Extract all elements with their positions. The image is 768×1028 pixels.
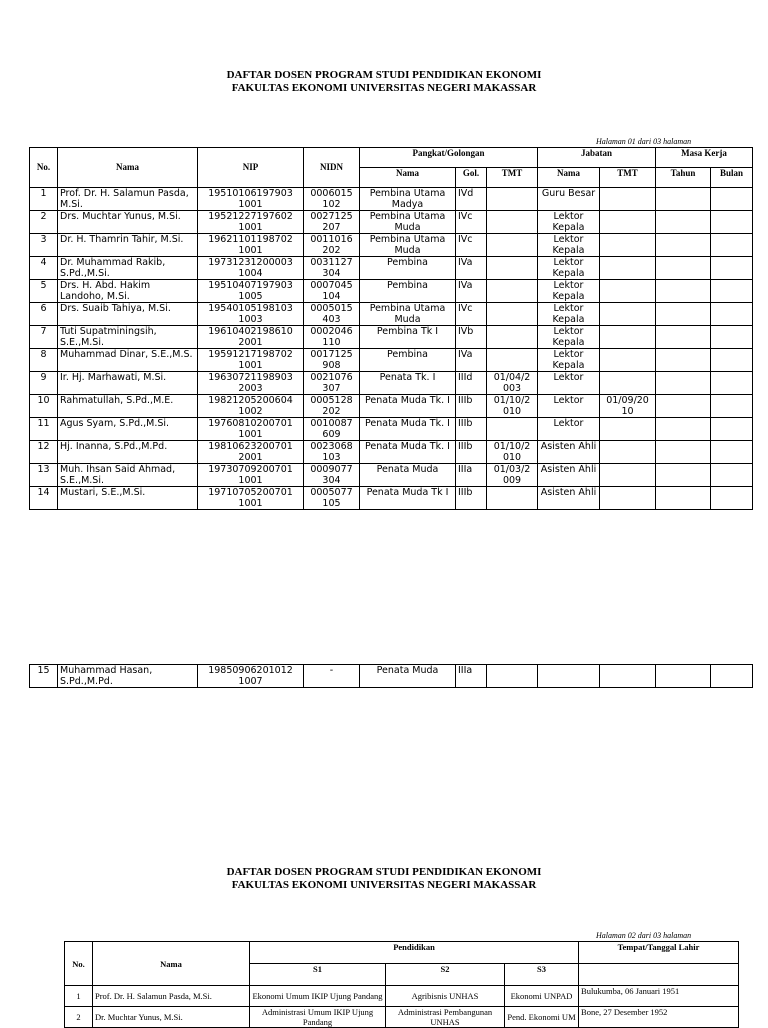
cell-tmt xyxy=(487,665,538,688)
cell-nama: Ir. Hj. Marhawati, M.Si. xyxy=(58,372,198,395)
cell-tmt xyxy=(487,280,538,303)
cell-no: 2 xyxy=(65,1007,93,1028)
cell-pangkat: Penata Muda xyxy=(360,464,456,487)
cell-tahun xyxy=(656,349,711,372)
cell-gol: IVa xyxy=(456,280,487,303)
cell-nama: Prof. Dr. H. Salamun Pasda, M.Si. xyxy=(58,188,198,211)
cell-jabatan: Lektor xyxy=(538,418,600,441)
cell-jabatan: Lektor Kepala xyxy=(538,234,600,257)
cell-s3: Pend. Ekonomi UM xyxy=(505,1007,579,1028)
cell-nidn: 0005015 403 xyxy=(304,303,360,326)
cell-tahun xyxy=(656,211,711,234)
cell-gol: IIIb xyxy=(456,418,487,441)
cell-bulan xyxy=(711,372,753,395)
cell-nip: 19621101198702 1001 xyxy=(198,234,304,257)
cell-no: 15 xyxy=(30,665,58,688)
cell-nama: Dr. H. Thamrin Tahir, M.Si. xyxy=(58,234,198,257)
page-1-halaman: Halaman 01 dari 03 halaman xyxy=(596,137,692,146)
cell-tahun xyxy=(656,487,711,510)
cell-nama: Tuti Supatminingsih, S.E.,M.Si. xyxy=(58,326,198,349)
cell-pangkat: Pembina xyxy=(360,349,456,372)
cell-no: 9 xyxy=(30,372,58,395)
header-s3: S3 xyxy=(505,964,579,986)
cell-tmt xyxy=(487,418,538,441)
table-row xyxy=(30,418,753,441)
cell-jabatan-tmt xyxy=(600,257,656,280)
cell-nip: 19540105198103 1003 xyxy=(198,303,304,326)
cell-gol: IVc xyxy=(456,211,487,234)
cell-nidn: 0027125 207 xyxy=(304,211,360,234)
cell-nidn: 0006015 102 xyxy=(304,188,360,211)
cell-jabatan: Guru Besar xyxy=(538,188,600,211)
cell-nidn: 0017125 908 xyxy=(304,349,360,372)
cell-nip: 19731231200003 1004 xyxy=(198,257,304,280)
header-pangkat-tmt: TMT xyxy=(487,168,538,188)
cell-gol: IIIb xyxy=(456,487,487,510)
dosen-table-page-1 xyxy=(29,147,753,510)
cell-no: 2 xyxy=(30,211,58,234)
cell-jabatan-tmt xyxy=(600,326,656,349)
cell-jabatan xyxy=(538,665,600,688)
cell-tahun xyxy=(656,326,711,349)
page-2-title-line-2: FAKULTAS EKONOMI UNIVERSITAS NEGERI MAKASSAR xyxy=(231,879,537,891)
table-row xyxy=(30,188,753,211)
cell-s1: Ekonomi Umum IKIP Ujung Pandang xyxy=(250,986,386,1007)
header-jabatan-nama: Nama xyxy=(538,168,600,188)
cell-nidn: 0009077 304 xyxy=(304,464,360,487)
cell-tmt xyxy=(487,349,538,372)
cell-nidn: 0005077 105 xyxy=(304,487,360,510)
header-pangkat-golongan: Pangkat/Golongan xyxy=(360,148,538,168)
page-1-title-line-2: FAKULTAS EKONOMI UNIVERSITAS NEGERI MAKASSAR xyxy=(231,82,537,94)
cell-pangkat: Pembina Utama Muda xyxy=(360,234,456,257)
cell-no: 4 xyxy=(30,257,58,280)
header-tahun: Tahun xyxy=(656,168,711,188)
cell-bulan xyxy=(711,257,753,280)
cell-tahun xyxy=(656,395,711,418)
cell-tmt: 01/03/2 009 xyxy=(487,464,538,487)
cell-jabatan: Asisten Ahli xyxy=(538,441,600,464)
cell-pangkat: Pembina xyxy=(360,257,456,280)
cell-nip: 19610402198610 2001 xyxy=(198,326,304,349)
cell-no: 3 xyxy=(30,234,58,257)
cell-nip: 19730709200701 1001 xyxy=(198,464,304,487)
cell-gol: IVb xyxy=(456,326,487,349)
cell-nip: 19710705200701 1001 xyxy=(198,487,304,510)
cell-nama: Muhammad Hasan, S.Pd.,M.Pd. xyxy=(58,665,198,688)
cell-pangkat: Penata Muda xyxy=(360,665,456,688)
cell-nidn: 0005128 202 xyxy=(304,395,360,418)
cell-no: 1 xyxy=(30,188,58,211)
cell-tahun xyxy=(656,665,711,688)
cell-nama: Muh. Ihsan Said Ahmad, S.E.,M.Si. xyxy=(58,464,198,487)
cell-nip: 19510407197903 1005 xyxy=(198,280,304,303)
table-row xyxy=(65,986,739,1007)
cell-ttl: Bone, 27 Desember 1952 xyxy=(579,1007,739,1028)
cell-nidn: 0010087 609 xyxy=(304,418,360,441)
table-row xyxy=(30,441,753,464)
cell-jabatan-tmt xyxy=(600,188,656,211)
cell-gol: IIIb xyxy=(456,441,487,464)
table-row xyxy=(30,487,753,510)
cell-nip: 19510106197903 1001 xyxy=(198,188,304,211)
cell-nip: 19591217198702 1001 xyxy=(198,349,304,372)
cell-nama: Dr. Muchtar Yunus, M.Si. xyxy=(93,1007,250,1028)
cell-pangkat: Penata Muda Tk. I xyxy=(360,418,456,441)
cell-nama: Prof. Dr. H. Salamun Pasda, M.Si. xyxy=(93,986,250,1007)
cell-tmt xyxy=(487,257,538,280)
cell-nama: Dr. Muhammad Rakib, S.Pd.,M.Si. xyxy=(58,257,198,280)
header-gol: Gol. xyxy=(456,168,487,188)
cell-nama: Drs. H. Abd. Hakim Landoho, M.Si. xyxy=(58,280,198,303)
cell-gol: IIId xyxy=(456,372,487,395)
cell-nama: Hj. Inanna, S.Pd.,M.Pd. xyxy=(58,441,198,464)
cell-tahun xyxy=(656,464,711,487)
cell-s3: Ekonomi UNPAD xyxy=(505,986,579,1007)
header-bulan: Bulan xyxy=(711,168,753,188)
cell-s1: Administrasi Umum IKIP Ujung Pandang xyxy=(250,1007,386,1028)
cell-gol: IIIa xyxy=(456,665,487,688)
cell-jabatan: Asisten Ahli xyxy=(538,487,600,510)
header-nama: Nama xyxy=(93,942,250,986)
cell-nip: 19760810200701 1001 xyxy=(198,418,304,441)
cell-pangkat: Pembina Tk I xyxy=(360,326,456,349)
cell-nama: Rahmatullah, S.Pd.,M.E. xyxy=(58,395,198,418)
cell-jabatan: Lektor Kepala xyxy=(538,211,600,234)
table-row xyxy=(30,372,753,395)
cell-jabatan-tmt xyxy=(600,372,656,395)
cell-jabatan-tmt xyxy=(600,303,656,326)
cell-nama: Agus Syam, S.Pd.,M.Si. xyxy=(58,418,198,441)
cell-pangkat: Pembina xyxy=(360,280,456,303)
cell-tmt xyxy=(487,188,538,211)
cell-jabatan: Asisten Ahli xyxy=(538,464,600,487)
table-row xyxy=(30,234,753,257)
cell-nip: 19810623200701 2001 xyxy=(198,441,304,464)
cell-no: 12 xyxy=(30,441,58,464)
cell-jabatan-tmt xyxy=(600,441,656,464)
cell-gol: IVd xyxy=(456,188,487,211)
cell-tmt: 01/10/2 010 xyxy=(487,441,538,464)
header-jabatan-tmt: TMT xyxy=(600,168,656,188)
header-pangkat-nama: Nama xyxy=(360,168,456,188)
cell-gol: IVc xyxy=(456,234,487,257)
cell-tmt: 01/10/2 010 xyxy=(487,395,538,418)
table-row xyxy=(30,303,753,326)
cell-nidn: 0007045 104 xyxy=(304,280,360,303)
header-tempat-tanggal-lahir: Tempat/Tanggal Lahir xyxy=(579,942,739,964)
header-pendidikan: Pendidikan xyxy=(250,942,579,964)
page-2-halaman: Halaman 02 dari 03 halaman xyxy=(596,931,692,940)
cell-bulan xyxy=(711,395,753,418)
cell-bulan xyxy=(711,441,753,464)
cell-bulan xyxy=(711,349,753,372)
table-row xyxy=(30,326,753,349)
cell-tmt xyxy=(487,487,538,510)
cell-bulan xyxy=(711,665,753,688)
cell-tahun xyxy=(656,234,711,257)
page-1-title-line-1: DAFTAR DOSEN PROGRAM STUDI PENDIDIKAN EKONOMI xyxy=(226,69,542,81)
cell-tmt xyxy=(487,211,538,234)
cell-pangkat: Pembina Utama Madya xyxy=(360,188,456,211)
cell-nip: 19521227197602 1001 xyxy=(198,211,304,234)
cell-nidn: 0021076 307 xyxy=(304,372,360,395)
cell-pangkat: Penata Muda Tk I xyxy=(360,487,456,510)
table-row xyxy=(30,464,753,487)
cell-no: 14 xyxy=(30,487,58,510)
cell-bulan xyxy=(711,418,753,441)
cell-nidn: 0002046 110 xyxy=(304,326,360,349)
cell-tmt xyxy=(487,234,538,257)
cell-jabatan-tmt xyxy=(600,487,656,510)
cell-nama: Drs. Suaib Tahiya, M.Si. xyxy=(58,303,198,326)
cell-tahun xyxy=(656,441,711,464)
cell-jabatan-tmt xyxy=(600,349,656,372)
cell-gol: IVc xyxy=(456,303,487,326)
header-nama: Nama xyxy=(58,148,198,188)
cell-no: 7 xyxy=(30,326,58,349)
header-nip: NIP xyxy=(198,148,304,188)
dosen-table-page-1-continued xyxy=(29,664,753,688)
cell-no: 1 xyxy=(65,986,93,1007)
cell-s2: Agribisnis UNHAS xyxy=(386,986,505,1007)
cell-tmt: 01/04/2 003 xyxy=(487,372,538,395)
cell-nidn: 0023068 103 xyxy=(304,441,360,464)
cell-no: 13 xyxy=(30,464,58,487)
cell-no: 11 xyxy=(30,418,58,441)
cell-pangkat: Penata Tk. I xyxy=(360,372,456,395)
cell-bulan xyxy=(711,211,753,234)
cell-bulan xyxy=(711,280,753,303)
cell-no: 10 xyxy=(30,395,58,418)
cell-bulan xyxy=(711,234,753,257)
dosen-table-page-2 xyxy=(64,941,739,1028)
cell-jabatan-tmt xyxy=(600,418,656,441)
cell-pangkat: Pembina Utama Muda xyxy=(360,303,456,326)
cell-tahun xyxy=(656,372,711,395)
table-row xyxy=(30,211,753,234)
header-no: No. xyxy=(65,942,93,986)
cell-bulan xyxy=(711,326,753,349)
cell-jabatan-tmt xyxy=(600,234,656,257)
cell-nidn: - xyxy=(304,665,360,688)
cell-gol: IVa xyxy=(456,257,487,280)
cell-nama: Muhammad Dinar, S.E.,M.S. xyxy=(58,349,198,372)
cell-bulan xyxy=(711,188,753,211)
cell-jabatan: Lektor xyxy=(538,395,600,418)
cell-jabatan: Lektor Kepala xyxy=(538,303,600,326)
table-row xyxy=(65,1007,739,1028)
cell-no: 6 xyxy=(30,303,58,326)
header-s1: S1 xyxy=(250,964,386,986)
cell-tahun xyxy=(656,280,711,303)
cell-pangkat: Pembina Utama Muda xyxy=(360,211,456,234)
cell-bulan xyxy=(711,464,753,487)
cell-jabatan-tmt xyxy=(600,280,656,303)
cell-jabatan-tmt: 01/09/20 10 xyxy=(600,395,656,418)
header-nidn: NIDN xyxy=(304,148,360,188)
cell-gol: IVa xyxy=(456,349,487,372)
cell-bulan xyxy=(711,487,753,510)
cell-pangkat: Penata Muda Tk. I xyxy=(360,395,456,418)
cell-jabatan-tmt xyxy=(600,464,656,487)
cell-jabatan-tmt xyxy=(600,665,656,688)
cell-nidn: 0011016 202 xyxy=(304,234,360,257)
header-ttl-blank xyxy=(579,964,739,986)
cell-gol: IIIa xyxy=(456,464,487,487)
header-jabatan: Jabatan xyxy=(538,148,656,168)
cell-nip: 19630721198903 2003 xyxy=(198,372,304,395)
table-row xyxy=(30,665,753,688)
header-no: No. xyxy=(30,148,58,188)
cell-pangkat: Penata Muda Tk. I xyxy=(360,441,456,464)
cell-jabatan: Lektor xyxy=(538,372,600,395)
table-row xyxy=(30,395,753,418)
cell-tmt xyxy=(487,326,538,349)
cell-jabatan: Lektor Kepala xyxy=(538,349,600,372)
cell-jabatan: Lektor Kepala xyxy=(538,280,600,303)
cell-nidn: 0031127 304 xyxy=(304,257,360,280)
header-masa-kerja: Masa Kerja xyxy=(656,148,753,168)
cell-tmt xyxy=(487,303,538,326)
cell-nip: 19821205200604 1002 xyxy=(198,395,304,418)
cell-tahun xyxy=(656,188,711,211)
cell-tahun xyxy=(656,257,711,280)
cell-jabatan-tmt xyxy=(600,211,656,234)
cell-nip: 19850906201012 1007 xyxy=(198,665,304,688)
cell-ttl: Bulukumba, 06 Januari 1951 xyxy=(579,986,739,1007)
cell-s2: Administrasi Pembangunan UNHAS xyxy=(386,1007,505,1028)
cell-bulan xyxy=(711,303,753,326)
table-row xyxy=(30,349,753,372)
cell-jabatan: Lektor Kepala xyxy=(538,257,600,280)
cell-nama: Drs. Muchtar Yunus, M.Si. xyxy=(58,211,198,234)
page-2-title-line-1: DAFTAR DOSEN PROGRAM STUDI PENDIDIKAN EKONOMI xyxy=(226,866,542,878)
header-s2: S2 xyxy=(386,964,505,986)
cell-no: 8 xyxy=(30,349,58,372)
cell-jabatan: Lektor Kepala xyxy=(538,326,600,349)
cell-no: 5 xyxy=(30,280,58,303)
table-row xyxy=(30,257,753,280)
table-row xyxy=(30,280,753,303)
cell-gol: IIIb xyxy=(456,395,487,418)
cell-tahun xyxy=(656,418,711,441)
cell-tahun xyxy=(656,303,711,326)
cell-nama: Mustari, S.E.,M.Si. xyxy=(58,487,198,510)
